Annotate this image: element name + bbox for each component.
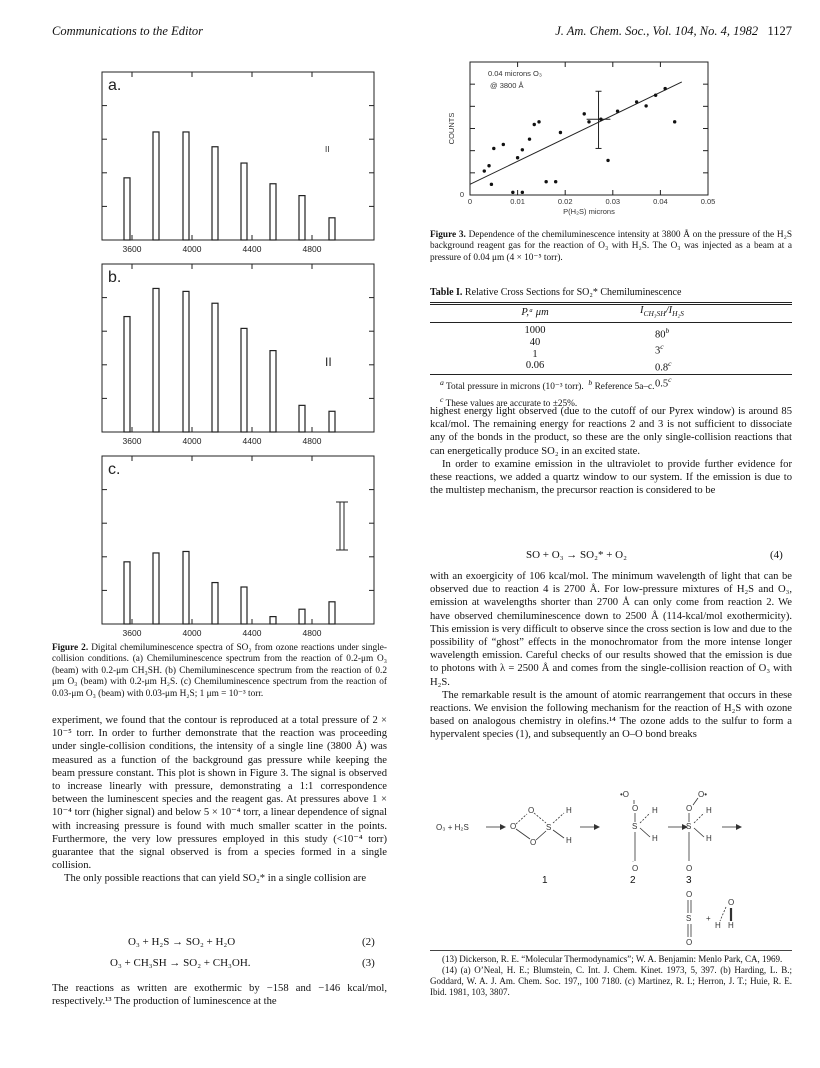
- x-tick-label: 4400: [242, 244, 262, 254]
- x-tick-label: 0.05: [700, 197, 716, 206]
- table-1-pressure-values: [475, 325, 595, 372]
- figure-3-caption-label: Figure 3.: [430, 230, 466, 240]
- data-point: [537, 120, 540, 123]
- svg-text:O: O: [632, 864, 639, 873]
- figure-3-caption: [430, 230, 792, 264]
- svg-text:H: H: [652, 806, 658, 815]
- equation-2: O₃ + H₂S → SO₂ + H₂O: [128, 936, 236, 948]
- table-row-pressure: 0.06: [525, 360, 545, 372]
- svg-text:H: H: [715, 921, 721, 930]
- left-paragraph-3: The reactions as written are exothermic by −158 and −146 kcal/mol, respectively.¹³ The production of luminescence at the: [52, 983, 387, 1008]
- x-tick-label: 4000: [182, 244, 202, 254]
- left-paragraph-1: experiment, we found that the contour is reproduced at a total pressure of 2 × 10⁻⁵ torr. In order to further demonstrate that the reaction was proceeding under single-collision conditions, the intensity of a single line (3800 Å) was measured as a function of the background gas pressure while keeping the beam pressure constant. This plot is shown in Figure 3. The signal is observed to increase linearly with pressure, demonstrating a 1:1 correspondence between the luminescent species and the reagent gas. At pressures above 1 × 10⁻⁴ torr (higher signal) and below 5 × 10⁻⁴ torr, a linear dependence of signal with increasing pressure is found with much smaller scatter in the points. Furthermore, the very low pressures employed in this study (<10⁻⁴ torr) guarantee that the signal observed is from a species formed in a single collision.: [52, 715, 387, 872]
- running-header-right: [470, 24, 792, 39]
- product-water: [715, 898, 734, 930]
- structure-1-label: 1: [542, 875, 548, 886]
- figure-2-panel-b: [102, 264, 374, 446]
- svg-text:O: O: [686, 938, 693, 947]
- right-column-text-2: [430, 570, 792, 742]
- table-row-pressure: 1: [532, 348, 538, 360]
- data-point: [663, 87, 666, 90]
- data-point: [583, 112, 586, 115]
- data-point: [490, 183, 493, 186]
- scheme-arrowhead-1: [500, 824, 506, 830]
- equation-3: O₃ + CH₃SH → SO₂ + CH₃OH.: [110, 957, 251, 969]
- svg-text:O: O: [686, 804, 693, 813]
- x-tick-label: 4800: [302, 628, 322, 638]
- data-point: [516, 156, 519, 159]
- equation-4-number: (4): [770, 549, 783, 561]
- svg-text:H: H: [566, 806, 572, 815]
- bar: [299, 609, 305, 624]
- bar: [153, 132, 159, 240]
- table-row-pressure: 1000: [524, 325, 546, 336]
- bar: [241, 328, 247, 432]
- svg-text:S: S: [632, 822, 638, 831]
- svg-text:H: H: [706, 806, 712, 815]
- figure-2-caption: [52, 643, 387, 700]
- panel-frame: [102, 456, 374, 624]
- right-paragraph-3: with an exoergicity of 106 kcal/mol. The minimum wavelength of light that can be observed due to reaction 4 is 2700 Å. For low-pressure mixtures of H₂S and O₃, emission at wavelengths shorter than 2700 Å can only come from reaction 2. We have observed chemiluminescence down to 2500 Å (114-kcal/mol exothermicity). This emission is very difficult to observe since the cross section is low and due to the possibility of “ghost” effects in the monochromator from the more intense longer wavelength emission. Careful checks of our results showed that the emission is due to photons with λ = 2500 Å and comes from the single-collision reaction of O₃ with H₂S.: [430, 571, 792, 688]
- svg-text:O: O: [510, 822, 517, 831]
- x-tick-label: 3600: [122, 436, 142, 446]
- figure-3: [440, 50, 780, 225]
- structure-3-label: 3: [686, 875, 692, 886]
- right-paragraph-1: highest energy light observed (due to the cutoff of our Pyrex window) is around 85 kcal/mol. The remaining energy for reactions 2 and 3 is not sufficient to dissociate any of the bonds in the product, so these are the only single-collision reactions that can energetically produce SO₂ in an excited state.: [430, 406, 792, 457]
- mechanism-scheme: [430, 783, 795, 948]
- bar: [124, 178, 130, 240]
- y-axis-label: COUNTS: [447, 112, 456, 145]
- data-point: [483, 169, 486, 172]
- roman-numeral-label: II: [325, 145, 330, 154]
- data-point: [521, 148, 524, 151]
- data-point: [644, 104, 647, 107]
- left-paragraph-2: The only possible reactions that can yield SO₂* in a single collision are: [64, 873, 367, 885]
- svg-text:O: O: [728, 898, 735, 907]
- right-column-text: [430, 405, 792, 497]
- table-1-note-c: These values are accurate to ±25%.: [445, 398, 578, 409]
- structure-1: [510, 806, 572, 847]
- svg-text:O: O: [632, 804, 639, 813]
- data-point: [673, 120, 676, 123]
- bar: [183, 291, 189, 432]
- x-tick-label: 3600: [122, 244, 142, 254]
- data-point: [487, 164, 490, 167]
- figure-2-panel-a: [102, 72, 374, 254]
- references: [430, 954, 792, 998]
- right-paragraph-4: The remarkable result is the amount of atomic rearrangement that occurs in these reactions. We envision the following mechanism for the reaction of H₂S with ozone based on analogous chemistry in olefins.¹⁴ The ozone adds to the sulfur to form a hypervalent species (1), and subsequently an O–O bond breaks: [430, 689, 792, 741]
- right-paragraph-2: In order to examine emission in the ultraviolet to provide further evidence for these reactions, we added a quartz window to our system. If the emission is due to the multistep mechanism, the precursor reaction is considered to be: [430, 458, 792, 497]
- bar: [270, 351, 276, 432]
- bar: [270, 184, 276, 240]
- bar: [212, 583, 218, 624]
- structure-3: [686, 790, 712, 873]
- data-point: [521, 191, 524, 194]
- running-header-left: Communications to the Editor: [52, 24, 204, 38]
- data-point: [599, 117, 602, 120]
- x-axis-label: P(H₂S) microns: [563, 207, 615, 216]
- svg-text:H: H: [566, 836, 572, 845]
- references-divider: [430, 950, 792, 951]
- legend-line-2: @ 3800 Å: [490, 81, 524, 90]
- left-column-text: [52, 714, 387, 886]
- equation-4: SO + O₃ → SO₂* + O₂: [526, 549, 627, 561]
- svg-text:O•: O•: [698, 790, 708, 799]
- x-tick-label: 4800: [302, 436, 322, 446]
- panel-label: c.: [108, 461, 121, 478]
- x-tick-label: 4400: [242, 628, 262, 638]
- svg-text:O: O: [530, 838, 537, 847]
- bar: [241, 163, 247, 240]
- bar: [153, 553, 159, 624]
- fit-line: [470, 82, 682, 184]
- table-row-ratio: 0.8$^c$: [655, 358, 672, 374]
- svg-text:H: H: [652, 834, 658, 843]
- table-1-notes: $^a$ Total pressure in microns (10⁻³ torr). $^b$ Reference 5a–c. $^c$ These values are accurate to ±25%.: [440, 378, 655, 409]
- panel-label: a.: [108, 77, 122, 94]
- bar: [329, 602, 335, 624]
- equation-3-number: (3): [362, 957, 375, 969]
- reference-14: (14) (a) O’Neal, H. E.; Blumstein, C. Int. J. Chem. Kinet. 1973, 5, 397. (b) Harding, L. B.; Goddard, W. A. J. Am. Chem. Soc. 197,, 100 7180. (c) Martinez, R. I.; Herron, J. T.; Huie, R. E. Ibid. 1981, 103, 3807.: [430, 965, 792, 997]
- table-row-ratio: 0.5$^c$: [655, 374, 672, 390]
- x-tick-label: 0.03: [605, 197, 621, 206]
- roman-numeral-label: II: [325, 355, 332, 369]
- x-tick-label: 0.01: [510, 197, 525, 206]
- table-1-title: [430, 287, 792, 298]
- structure-2-label: 2: [630, 875, 636, 886]
- bar: [329, 411, 335, 432]
- data-point: [616, 110, 619, 113]
- svg-text:H: H: [706, 834, 712, 843]
- figure-2: [96, 58, 386, 638]
- data-point: [533, 123, 536, 126]
- figure-2-caption-label: Figure 2.: [52, 643, 89, 653]
- svg-text:O: O: [686, 890, 693, 899]
- bar: [183, 132, 189, 240]
- panel-frame: [102, 72, 374, 240]
- table-1-note-a: Total pressure in microns (10⁻³ torr).: [446, 382, 584, 393]
- x-tick-label: 4800: [302, 244, 322, 254]
- data-point: [554, 180, 557, 183]
- journal-citation: J. Am. Chem. Soc., Vol. 104, No. 4, 1982: [555, 24, 759, 38]
- bar: [124, 562, 130, 624]
- svg-text:·: ·: [632, 859, 634, 865]
- x-tick-label: 4400: [242, 436, 262, 446]
- bar: [212, 147, 218, 240]
- svg-text:O: O: [686, 864, 693, 873]
- bar: [299, 405, 305, 432]
- table-row-pressure: 40: [529, 336, 541, 348]
- equation-2-number: (2): [362, 936, 375, 948]
- x-tick-label: 0.04: [653, 197, 668, 206]
- figure-2-caption-text: Digital chemiluminescence spectra of SO₂ from ozone reactions under single-collision conditions. (a) Chemiluminescence spectrum from the reaction of 0.2-μm O₃ (beam) with 0.2-μm CH₃SH. (b) Chemiluminescence spectrum from the reaction of 0.2 μm O₃ (beam) with 0.2-μm H₂S. (c) Chemiluminescence spectrum from the reaction of 0.03-μm O₃ (beam) with 0.03-μm H₂S; 1 μm = 10⁻³ torr.: [52, 643, 388, 699]
- svg-text:O: O: [528, 806, 535, 815]
- bar: [153, 288, 159, 432]
- svg-text:S: S: [686, 822, 692, 831]
- scheme-plus: +: [706, 914, 711, 923]
- data-point: [635, 100, 638, 103]
- y-zero-label: 0: [459, 190, 464, 199]
- bar: [241, 587, 247, 624]
- data-point: [528, 137, 531, 140]
- bar: [299, 196, 305, 240]
- svg-text:S: S: [546, 823, 552, 832]
- table-1-note-b: Reference 5a–c.: [594, 382, 655, 393]
- bar: [124, 317, 130, 432]
- structure-2: [620, 790, 658, 873]
- scheme-reactants: O₃ + H₂S: [436, 823, 469, 832]
- table-row-ratio: 80$^b$: [655, 326, 670, 341]
- bar: [270, 617, 276, 624]
- data-point: [511, 191, 514, 194]
- product-so2: [686, 890, 692, 947]
- svg-text:•O: •O: [620, 790, 630, 799]
- data-point: [654, 94, 657, 97]
- table-1-col-ratio: $I_{CH_3SH}/I_{H_2S}$: [640, 305, 684, 319]
- data-point: [606, 159, 609, 162]
- reference-13: (13) Dickerson, R. E. “Molecular Thermodynamics”; W. A. Benjamin: Menlo Park, CA, 1969.: [442, 954, 783, 964]
- bar: [212, 303, 218, 432]
- page-number: 1127: [767, 24, 792, 38]
- bar: [329, 218, 335, 240]
- data-point: [502, 143, 505, 146]
- figure-3-caption-text: Dependence of the chemiluminescence intensity at 3800 Å on the pressure of the H₂S background reagent gas for the reaction of O₃ with H₂S. The O₃ was injected as a beam at a pressure of 0.04 μm (4 × 10⁻⁵ torr).: [430, 230, 793, 263]
- svg-text:H: H: [728, 921, 734, 930]
- legend-line-1: 0.04 microns O₃: [488, 69, 542, 78]
- panel-frame: [102, 264, 374, 432]
- x-tick-label: 4000: [182, 436, 202, 446]
- svg-text:S: S: [686, 914, 692, 923]
- data-point: [559, 131, 562, 134]
- x-tick-label: 0.02: [557, 197, 573, 206]
- table-1-label: Table I.: [430, 287, 463, 298]
- panel-label: b.: [108, 269, 122, 286]
- table-1-title-text: Relative Cross Sections for SO₂* Chemiluminescence: [464, 287, 682, 298]
- x-tick-label: 3600: [122, 628, 142, 638]
- x-tick-label: 0: [467, 197, 473, 206]
- table-row-ratio: 3$^c$: [655, 342, 664, 357]
- bar: [183, 551, 189, 624]
- table-1-col-pressure: P,ᵃ μm: [521, 307, 549, 318]
- data-point: [587, 120, 590, 123]
- data-point: [492, 147, 495, 150]
- data-point: [544, 180, 547, 183]
- figure-2-panel-c: [102, 456, 374, 638]
- x-tick-label: 4000: [182, 628, 202, 638]
